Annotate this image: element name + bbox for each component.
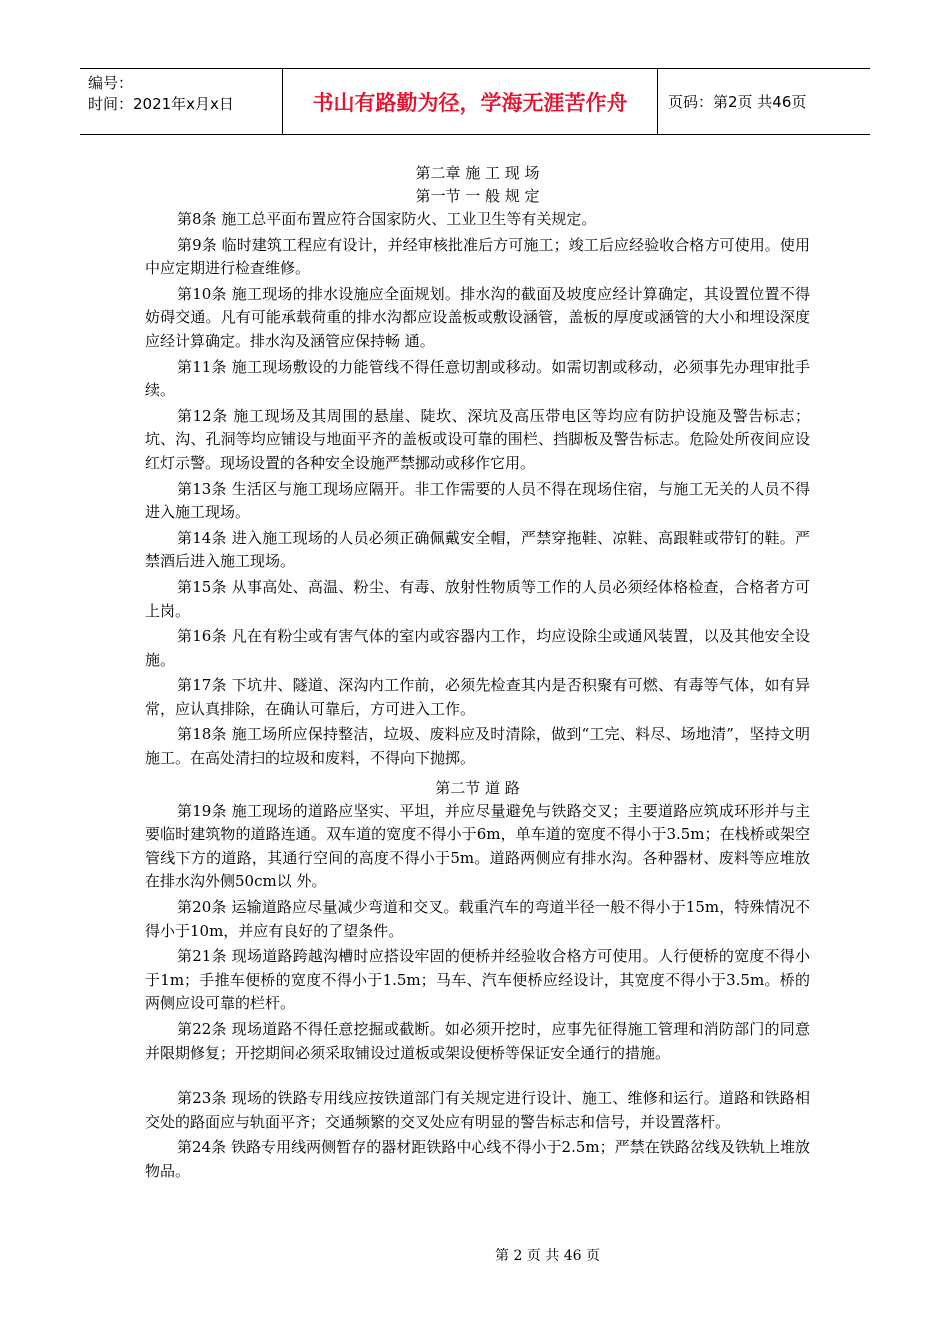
document-number-label: 编号： xyxy=(88,74,134,92)
article-8: 第8条 施工总平面布置应符合国家防火、工业卫生等有关规定。 xyxy=(177,210,597,228)
header-motto: 书山有路勤为径，学海无涯苦作舟 xyxy=(282,69,658,134)
header-meta xyxy=(80,69,282,134)
article-20: 第20条 运输道路应尽量减少弯道和交叉。载重汽车的弯道半径一般不得小于15m，特殊情况不得小于10m，并应有良好的了望条件。 xyxy=(145,898,810,940)
article-12: 第12条 施工现场及其周围的悬崖、陡坎、深坑及高压带电区等均应有防护设施及警告标志；坑、沟、孔洞等均应铺设与地面平齐的盖板或设可靠的围栏、挡脚板及警告标志。危险处所夜间应设红灯示警。现场设置的各种安全设施严禁挪动或移作它用。 xyxy=(145,406,810,472)
article-16: 第16条 凡在有粉尘或有害气体的室内或容器内工作，均应设除尘或通风装置，以及其他安全设施。 xyxy=(145,627,810,669)
article-14: 第14条 进入施工现场的人员必须正确佩戴安全帽，严禁穿拖鞋、凉鞋、高跟鞋或带钉的鞋。严禁酒后进入施工现场。 xyxy=(145,528,810,571)
article-24: 第24条 铁路专用线两侧暂存的器材距铁路中心线不得小于2.5m；严禁在铁路岔线及铁轨上堆放物品。 xyxy=(145,1138,810,1180)
page-footer xyxy=(0,1245,950,1265)
article-17: 第17条 下坑井、隧道、深沟内工作前，必须先检查其内是否积聚有可燃、有毒等气体，如有异常，应认真排除，在确认可靠后，方可进入工作。 xyxy=(145,676,810,718)
chapter-title: 第二章 施 工 现 场 xyxy=(415,164,540,182)
document-time: 时间：2021年x月x日 xyxy=(88,95,234,113)
document-body xyxy=(145,162,810,1184)
article-10: 第10条 施工现场的排水设施应全面规划。排水沟的截面及坡度应经计算确定，其设置位置不得妨碍交通。凡有可能承载荷重的排水沟都应设盖板或敷设涵管，盖板的厚度或涵管的大小和埋设深度应经计算确定。排水沟及涵管应保持畅 通。 xyxy=(145,284,810,350)
article-21: 第21条 现场道路跨越沟槽时应搭设牢固的便桥并经验收合格方可使用。人行便桥的宽度不得小于1m；手推车便桥的宽度不得小于1.5m；马车、汽车便桥应经设计，其宽度不得小于3.5m。桥的两侧应设可靠的栏杆。 xyxy=(145,947,810,1013)
header-page-info: 页码：第2页 共46页 xyxy=(668,93,807,111)
article-11: 第11条 施工现场敷设的力能管线不得任意切割或移动。如需切割或移动，必须事先办理审批手续。 xyxy=(145,357,810,400)
footer-page-number: 第 2 页 共 46 页 xyxy=(495,1248,600,1264)
section2-title: 第二节 道 路 xyxy=(435,778,520,797)
article-9: 第9条 临时建筑工程应有设计，并经审核批准后方可施工；竣工后应经验收合格方可使用。使用中应定期进行检查维修。 xyxy=(145,235,810,278)
article-19: 第19条 施工现场的道路应坚实、平坦，并应尽量避免与铁路交叉；主要道路应筑成环形并与主要临时建筑物的道路连通。双车道的宽度不得小于6m，单车道的宽度不得小于3.5m；在栈桥或架空管线下方的道路，其通行空间的高度不得小于5m。道路两侧应有排水沟。各种器材、废料等应堆放在排水沟外侧50cm以 外。 xyxy=(145,801,810,891)
article-15: 第15条 从事高处、高温、粉尘、有毒、放射性物质等工作的人员必须经体格检查，合格者方可上岗。 xyxy=(145,577,810,620)
page-header xyxy=(80,68,870,135)
blank-line xyxy=(145,1065,810,1087)
article-18: 第18条 施工场所应保持整洁，垃圾、废料应及时清除，做到“工完、料尽、场地清”，坚持文明施工。在高处清扫的垃圾和废料，不得向下抛掷。 xyxy=(145,725,810,768)
article-23: 第23条 现场的铁路专用线应按铁道部门有关规定进行设计、施工、维修和运行。道路和铁路相交处的路面应与轨面平齐；交通频繁的交叉处应有明显的警告标志和信号，并设置落杆。 xyxy=(145,1089,810,1131)
section1-title: 第一节 一 般 规 定 xyxy=(415,187,540,205)
article-13: 第13条 生活区与施工现场应隔开。非工作需要的人员不得在现场住宿，与施工无关的人员不得进入施工现场。 xyxy=(145,479,810,522)
article-22: 第22条 现场道路不得任意挖掘或截断。如必须开挖时，应事先征得施工管理和消防部门的同意并限期修复；开挖期间必须采取铺设过道板或架设便桥等保证安全通行的措施。 xyxy=(145,1020,810,1062)
